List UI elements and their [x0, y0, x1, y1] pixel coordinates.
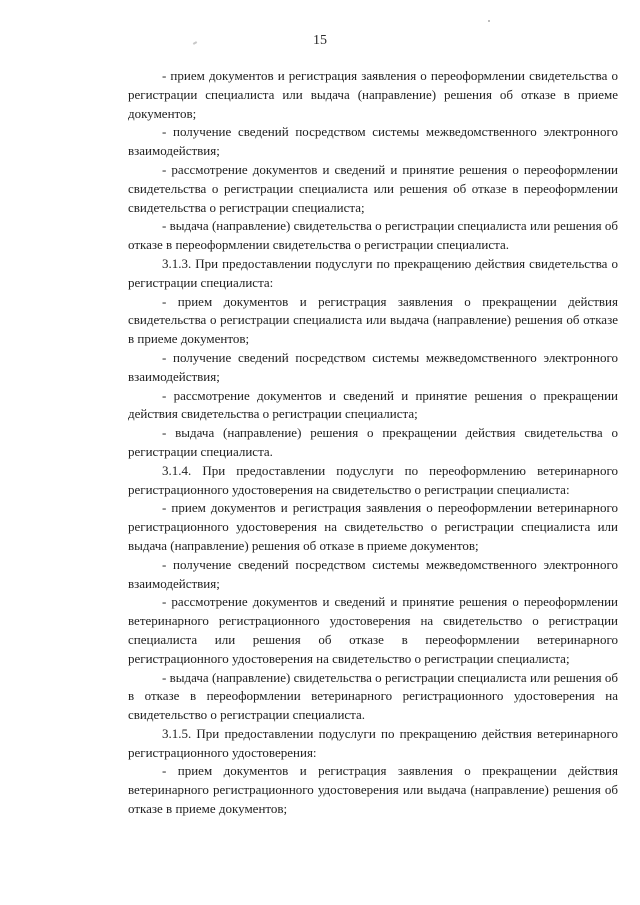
section-heading-3-1-4: 3.1.4. При предоставлении подуслуги по переоформлению ветеринарного регистрационного удостоверения на свидетельство о регистрации специалиста: — [128, 462, 618, 497]
paragraph: - прием документов и регистрация заявления о переоформлении свидетельства о регистрации специалиста или выдача (направление) решения об отказе в приеме документов; — [128, 68, 618, 121]
paragraph: - выдача (направление) свидетельства о регистрации специалиста или решения об отказе в переоформлении свидетельства о регистрации специалиста. — [128, 218, 618, 253]
paragraph: - получение сведений посредством системы межведомственного электронного взаимодействия; — [128, 124, 618, 159]
scan-artifact — [488, 20, 490, 22]
paragraph: - прием документов и регистрация заявления о прекращении действия свидетельства о регистрации специалиста или выдача (направление) решения об отказе в приеме документов; — [128, 293, 618, 347]
paragraph: - выдача (направление) решения о прекращении действия свидетельства о регистрации специалиста. — [128, 425, 618, 459]
section-heading-3-1-5: 3.1.5. При предоставлении подуслуги по прекращению действия ветеринарного регистрационного удостоверения: — [128, 725, 618, 760]
paragraph: - выдача (направление) свидетельства о регистрации специалиста или решения об в отказе в переоформлении ветеринарного регистрационного удостоверения на свидетельство о регистрации специалиста. — [128, 669, 618, 723]
paragraph: - прием документов и регистрация заявления о переоформлении ветеринарного регистрационного удостоверения на свидетельство о регистрации специалиста или выдача (направление) решения об отказе в приеме документов; — [128, 500, 618, 553]
paragraph: - получение сведений посредством системы межведомственного электронного взаимодействия; — [128, 349, 618, 384]
page-number: 15 — [313, 33, 327, 48]
paragraph: - получение сведений посредством системы межведомственного электронного взаимодействия; — [128, 556, 618, 591]
paragraph: - рассмотрение документов и сведений и принятие решения о переоформлении свидетельства о регистрации специалиста или решения об отказе в переоформлении свидетельства о регистрации специалиста; — [128, 161, 618, 215]
paragraph: - рассмотрение документов и сведений и принятие решения о прекращении действия свидетельства о регистрации специалиста; — [128, 387, 618, 422]
paragraph: - рассмотрение документов и сведений и принятие решения о переоформлении ветеринарного регистрационного удостоверения на свидетельство о регистрации специалиста или решения об отказе в переоформлении ветеринарного регистрационного удостоверения на свидетельство о регистрации специалиста; — [128, 594, 618, 666]
document-body — [128, 67, 618, 819]
section-heading-3-1-3: 3.1.3. При предоставлении подуслуги по прекращению действия свидетельства о регистрации специалиста: — [128, 255, 618, 290]
paragraph: - прием документов и регистрация заявления о прекращении действия ветеринарного регистрационного удостоверения или выдача (направление) решения об отказе в приеме документов; — [128, 763, 618, 817]
